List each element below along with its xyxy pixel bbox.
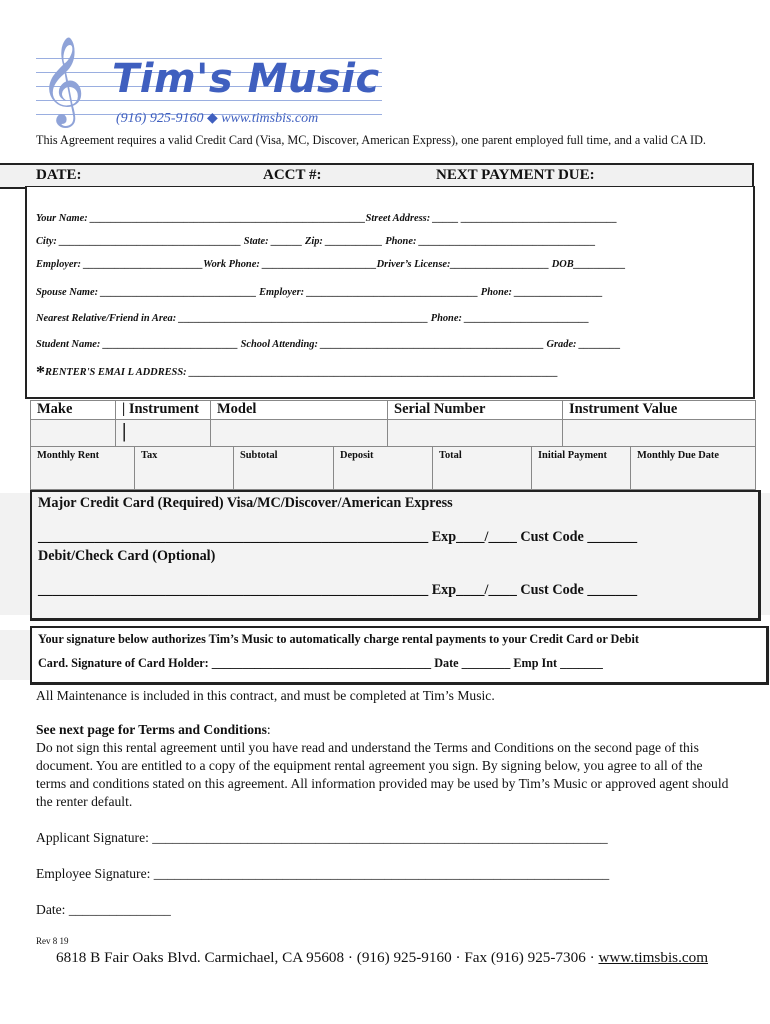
required-star: * bbox=[36, 362, 45, 382]
company-logo bbox=[36, 35, 386, 132]
logo-contact: (916) 925-9160 ◆ www.timsbis.com bbox=[116, 111, 319, 126]
your-name-row[interactable]: Your Name: _____________________________________________________Street Address: _____ ______________________________ bbox=[36, 213, 618, 224]
terms-body: Do not sign this rental agreement until you have read and understand the Terms and Conditions on the second page of this document. You are entitled to a copy of the equipment rental agreement you sign. By signing below, you agree to all of the terms and conditions stated on this agreement. All information provided may be used by Tim’s Music or approved agent should the renter default. bbox=[36, 740, 729, 809]
email-label: RENTER'S EMAI L ADDRESS: _______________________________________________________________________ bbox=[45, 367, 559, 378]
footer-website-link[interactable]: www.timsbis.com bbox=[598, 949, 709, 966]
date-line[interactable]: Date: _______________ bbox=[36, 902, 171, 917]
tax-cell[interactable]: Tax bbox=[135, 447, 234, 490]
debit-card-title: Debit/Check Card (Optional) bbox=[38, 548, 216, 564]
serial-header: Serial Number bbox=[388, 401, 563, 420]
credit-card-line[interactable]: _______________________________________________________ Exp____/____ Cust Code _______ bbox=[38, 529, 638, 545]
monthly-due-date-cell[interactable]: Monthly Due Date bbox=[631, 447, 756, 490]
instrument-header: | Instrument bbox=[116, 401, 211, 420]
instrument-table bbox=[30, 400, 756, 447]
footer-contact bbox=[56, 949, 708, 967]
deposit-cell[interactable]: Deposit bbox=[334, 447, 433, 490]
spouse-row[interactable]: Spouse Name: ______________________________ Employer: _________________________________ Phone: _________________ bbox=[36, 287, 603, 298]
authorization-box bbox=[30, 626, 769, 685]
city-row[interactable]: City: ___________________________________ State: ______ Zip: ___________ Phone: __________________________________ bbox=[36, 236, 596, 247]
footer-address: 6818 B Fair Oaks Blvd. Carmichael, CA 95608 · (916) 925-9160 · Fax (916) 925-7306 · bbox=[56, 949, 599, 966]
total-cell[interactable]: Total bbox=[433, 447, 532, 490]
monthly-rent-cell[interactable]: Monthly Rent bbox=[31, 447, 135, 490]
employee-signature-line[interactable]: Employee Signature: ___________________________________________________________________ bbox=[36, 866, 610, 881]
debit-card-line[interactable]: _______________________________________________________ Exp____/____ Cust Code _______ bbox=[38, 582, 638, 598]
value-cell[interactable] bbox=[563, 420, 756, 447]
renter-info-box bbox=[25, 186, 755, 399]
treble-clef-icon: 𝄞 bbox=[40, 35, 85, 124]
model-cell[interactable] bbox=[211, 420, 388, 447]
logo-brand: Tim's Music bbox=[112, 56, 380, 102]
credit-card-box bbox=[30, 490, 761, 621]
authorization-text: Your signature below authorizes Tim’s Music to automatically charge rental payments to your Credit Card or Debit bbox=[38, 632, 639, 646]
relative-row[interactable]: Nearest Relative/Friend in Area: ________________________________________________ Phone: ________________________ bbox=[36, 313, 590, 324]
acct-label: ACCT #: bbox=[263, 167, 322, 183]
terms-heading: See next page for Terms and Conditions: bbox=[36, 722, 271, 737]
rent-table bbox=[30, 446, 756, 490]
maintenance-note: All Maintenance is included in this contract, and must be completed at Tim’s Music. bbox=[36, 688, 495, 703]
date-label: DATE: bbox=[36, 167, 82, 183]
intro-requirements: This Agreement requires a valid Credit Card (Visa, MC, Discover, American Express), one parent employed full time, and a valid CA ID. bbox=[36, 133, 706, 147]
subtotal-cell[interactable]: Subtotal bbox=[234, 447, 334, 490]
make-cell[interactable] bbox=[31, 420, 116, 447]
employer-row[interactable]: Employer: _______________________Work Phone: ______________________Driver’s License:___________________ DOB__________ bbox=[36, 259, 626, 270]
credit-card-title: Major Credit Card (Required) Visa/MC/Discover/American Express bbox=[38, 495, 453, 511]
text-cursor: | bbox=[122, 420, 127, 442]
student-row[interactable]: Student Name: __________________________ School Attending: ___________________________________________ Grade: ________ bbox=[36, 339, 621, 350]
revision-label: Rev 8 19 bbox=[36, 936, 69, 946]
make-header: Make bbox=[31, 401, 116, 420]
instrument-cell[interactable] bbox=[116, 420, 211, 447]
next-payment-label: NEXT PAYMENT DUE: bbox=[436, 167, 595, 183]
model-header: Model bbox=[211, 401, 388, 420]
applicant-signature-line[interactable]: Applicant Signature: ___________________________________________________________________ bbox=[36, 830, 608, 845]
value-header: Instrument Value bbox=[563, 401, 756, 420]
initial-payment-cell[interactable]: Initial Payment bbox=[532, 447, 631, 490]
serial-cell[interactable] bbox=[388, 420, 563, 447]
card-holder-signature-line[interactable]: Card. Signature of Card Holder: ____________________________________ Date ________ Emp Int _______ bbox=[38, 656, 603, 670]
email-row[interactable] bbox=[36, 362, 558, 383]
